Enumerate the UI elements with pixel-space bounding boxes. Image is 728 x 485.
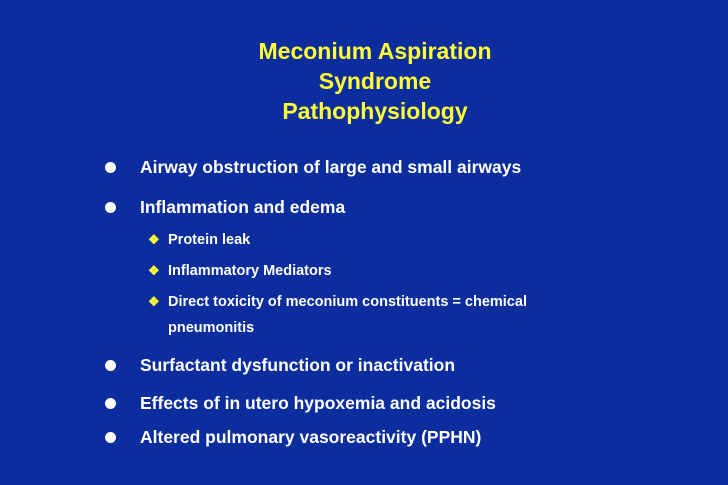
title-line-3: Pathophysiology	[282, 98, 468, 124]
diamond-bullet-icon: ❖	[148, 232, 160, 247]
title-line-1: Meconium Aspiration	[258, 38, 492, 64]
bullet-dot-icon	[105, 432, 116, 443]
sub-bullet-item	[148, 232, 251, 248]
bullet-item	[140, 393, 496, 414]
slide-title	[130, 36, 620, 126]
bullet-text: Effects of in utero hypoxemia and acidosis	[140, 393, 496, 413]
title-line-2: Syndrome	[318, 68, 432, 94]
diamond-bullet-icon: ❖	[148, 263, 160, 278]
bullet-text: Inflammation and edema	[140, 197, 346, 217]
bullet-dot-icon	[105, 162, 116, 173]
bullet-text: Airway obstruction of large and small airways	[140, 157, 522, 177]
sub-bullet-text: Inflammatory Mediators	[168, 263, 332, 279]
sub-bullet-continuation	[168, 320, 254, 336]
bullet-dot-icon	[105, 202, 116, 213]
sub-bullet-text: Direct toxicity of meconium constituents = chemical	[168, 294, 527, 310]
sub-bullet-item	[148, 263, 332, 279]
bullet-text: Surfactant dysfunction or inactivation	[140, 355, 456, 375]
sub-bullet-item	[148, 294, 527, 310]
bullet-item	[140, 197, 345, 218]
bullet-dot-icon	[105, 398, 116, 409]
bullet-item	[140, 355, 455, 376]
bullet-item	[140, 427, 481, 448]
bullet-text: Altered pulmonary vasoreactivity (PPHN)	[140, 427, 482, 447]
diamond-bullet-icon: ❖	[148, 294, 160, 309]
sub-bullet-text: Protein leak	[168, 232, 251, 248]
bullet-item	[140, 157, 521, 178]
sub-bullet-continuation-text: pneumonitis	[168, 320, 255, 336]
bullet-dot-icon	[105, 360, 116, 371]
